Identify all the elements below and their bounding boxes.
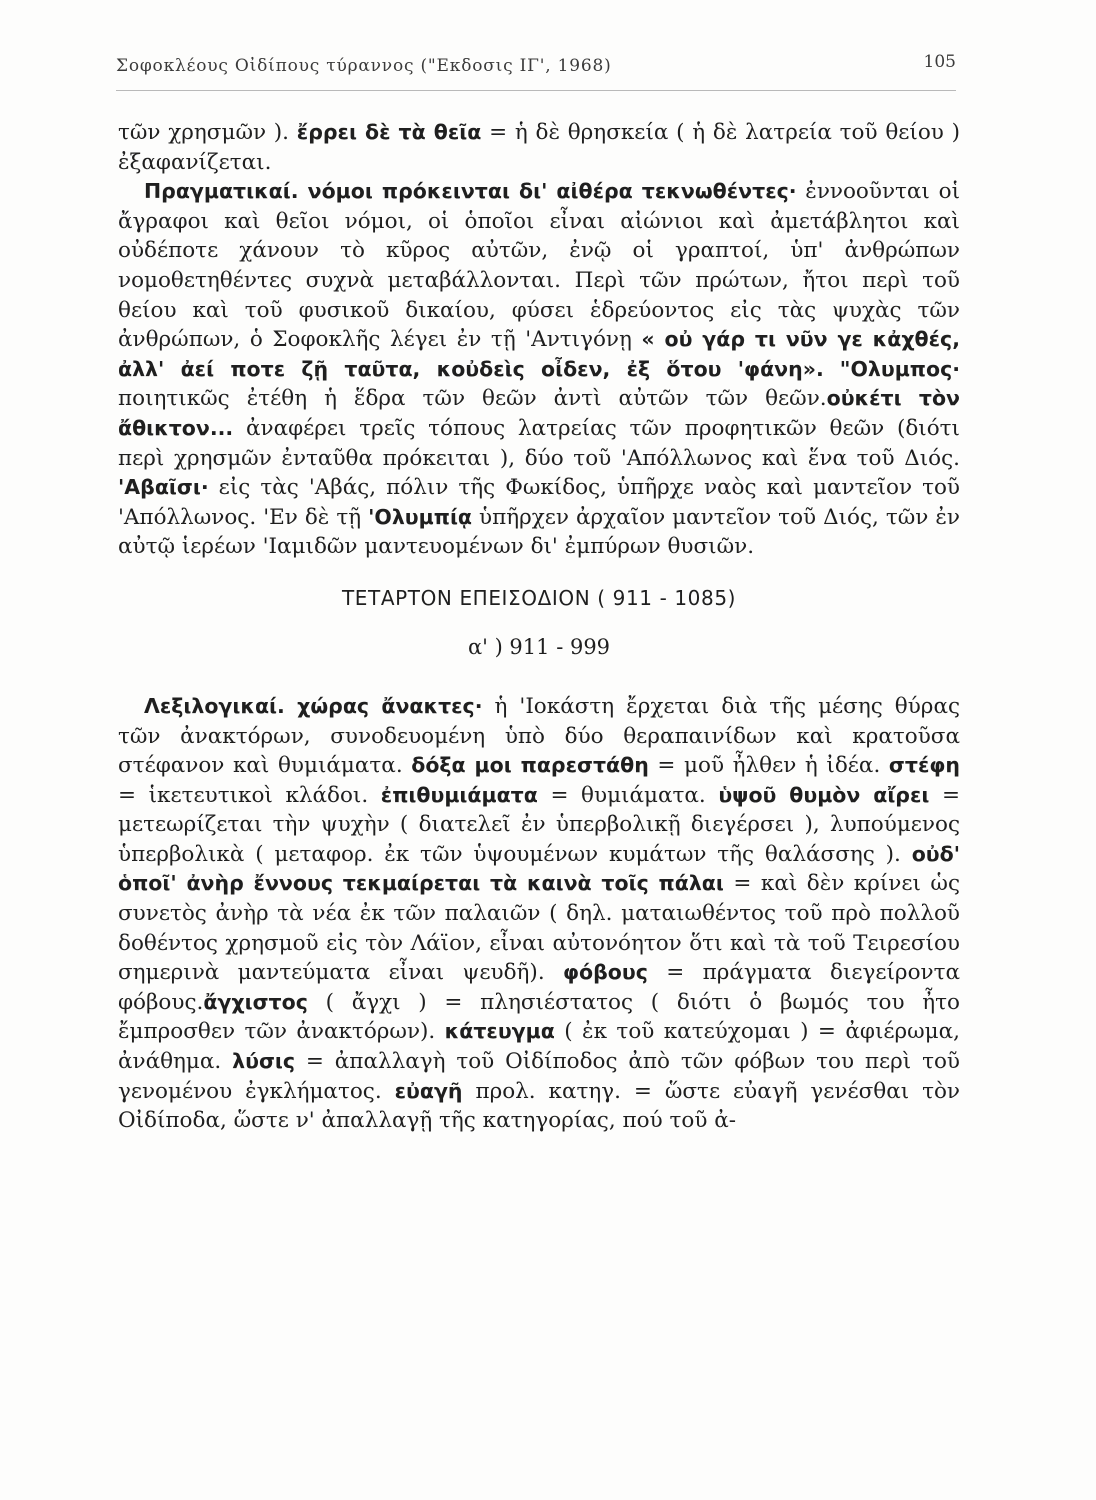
text-run: = μετεωρίζεται τὴν ψυχὴν ( διατελεῖ ἐν ὑπερβολικῇ διεγέρσει ), λυπούμενος ὑπερβολικὰ ( μεταφορ. ἐκ τῶν ὑψουμένων κυμάτων τῆς θαλάσσης ). <box>118 782 961 867</box>
text-run: ἀναφέρει τρεῖς τόπους λατρείας τῶν προφητικῶν θεῶν (διότι περὶ χρησμῶν ἐνταῦθα πρόκειται ), δύο τοῦ 'Απόλλωνος καὶ ἕνα τοῦ Διός. <box>118 415 960 471</box>
text-run: = ἀπαλλαγὴ τοῦ Οἰδίποδος ἀπὸ τῶν φόβων του περὶ τοῦ γενομένου ἐγκλήματος. <box>118 1049 960 1104</box>
text-run: ἡ 'Ιοκάστη ἔρχεται διὰ τῆς μέσης θύρας τῶν ἀνακτόρων, συνοδευομένη ὑπὸ δύο θεραπαινίδων καὶ κρατοῦσα στέφανον καὶ θυμιάματα. <box>118 693 961 779</box>
lemma: Λεξιλογικαί. χώρας ἄνακτες· <box>144 693 483 718</box>
lemma: δόξα μοι παρεστάθη <box>411 753 649 778</box>
paragraph-3 <box>118 692 960 1136</box>
quotation: « οὐ γάρ τι νῦν γε κἀχθές, ἀλλ' ἀεί ποτε ζῇ ταῦτα, κοὐδεὶς οἶδεν, ἐξ ὅτου 'φάνη». <box>118 327 960 381</box>
page-number: 105 <box>923 52 956 72</box>
lemma: 'Ολυμπίᾳ <box>368 504 473 529</box>
text-run: ποιητικῶς ἐτέθη ἡ ἕδρα τῶν θεῶν ἀντὶ αὐτῶν τῶν θεῶν. <box>118 386 827 412</box>
header-rule <box>116 90 956 91</box>
lemma: στέφη <box>888 753 960 778</box>
lemma: οὐδ' ὁποῖ' ἀνὴρ ἔννους τεκμαίρεται τὰ καινὰ τοῖς πάλαι <box>118 841 960 896</box>
lemma: ἄγχιστος <box>203 989 308 1014</box>
text-run: = μοῦ ἦλθεν ἡ ἰδέα. <box>648 753 889 779</box>
lemma: οὐκέτι τὸν ἄθικτον... <box>118 386 960 440</box>
body-text <box>118 118 960 1136</box>
lemma: ὑψοῦ θυμὸν αἴρει <box>718 782 930 807</box>
text-run: = πράγματα διεγείροντα φόβους. <box>118 960 961 1015</box>
text-run: = ἱκετευτικοὶ κλάδοι. <box>118 782 381 808</box>
text-run: ( ἄγχι ) = πλησιέστατος ( διότι ὁ βωμός του ἦτο ἔμπροσθεν τῶν ἀνακτόρων). <box>118 989 960 1045</box>
text-run: = ἡ δὲ θρησκεία ( ἡ δὲ λατρεία τοῦ θείου ) ἐξαφανίζεται. <box>118 120 960 175</box>
section-title: ΤΕΤΑΡΤΟΝ ΕΠΕΙΣΟΔΙΟΝ ( 911 - 1085) <box>341 585 737 610</box>
running-head <box>116 46 956 86</box>
lemma: ἔρρει δὲ τὰ θεῖα <box>296 120 482 144</box>
lemma: εὐαγῆ <box>394 1078 463 1103</box>
paragraph-1 <box>118 118 960 177</box>
text-run: ὑπῆρχεν ἀρχαῖον μαντεῖον τοῦ Διός, τῶν ἐν αὐτῷ ἱερέων 'Ιαμιδῶν μαντευομένων δι' ἐμπύρων θυσιῶν. <box>118 504 960 560</box>
section-subtitle: α' ) 911 - 999 <box>467 634 611 659</box>
text-run: = καὶ δὲν κρίνει ὡς συνετὸς ἀνὴρ τὰ νέα ἐκ τῶν παλαιῶν ( δηλ. ματαιωθέντος τοῦ πρὸ πολλοῦ δοθέντος χρησμοῦ εἰς τὸν Λάϊον, εἶναι αὐτονόητον ὅτι καὶ τὰ τοῦ Τειρεσίου σημερινὰ μαντεύματα εἶναι ψευδῆ). <box>118 871 961 986</box>
lemma: 'Αβαῖσι· <box>118 475 209 500</box>
lemma: Πραγματικαί. νόμοι πρόκεινται δι' αἰθέρα τεκνωθέντες· <box>144 179 797 204</box>
paragraph-2 <box>118 177 960 562</box>
text-run <box>824 357 840 382</box>
lemma: λύσις <box>232 1049 296 1074</box>
text-run: ἐννοοῦνται οἱ ἄγραφοι καὶ θεῖοι νόμοι, οἱ ὁποῖοι εἶναι αἰώνιοι καὶ ἀμετάβλητοι καὶ οὐδέποτε χάνουν τὸ κῦρος αὐτῶν, ἐνῷ οἱ γραπτοί, ὑπ' ἀνθρώπων νομοθετηθέντες συχνὰ μεταβάλλονται. Περὶ τῶν πρώτων, ἤτοι περὶ τοῦ θείου καὶ τοῦ φυσικοῦ δικαίου, φύσει ἑδρεύοντος εἰς τὰς ψυχὰς τῶν ἀνθρώπων, ὁ Σοφοκλῆς λέγει ἐν τῇ 'Αντιγόνῃ <box>118 179 960 353</box>
running-head-title: Σοφοκλέους Οἰδίπους τύραννος ("Εκδοσις ΙΓ', 1968) <box>116 56 612 76</box>
lemma: κάτευγμα <box>444 1019 555 1044</box>
lemma: ἐπιθυμιάματα <box>380 782 538 807</box>
text-run: εἰς τὰς 'Αβάς, πόλιν τῆς Φωκίδος, ὑπῆρχε ναὸς καὶ μαντεῖον τοῦ 'Απόλλωνος. 'Εν δὲ τῇ <box>118 475 960 530</box>
text-run: ( ἐκ τοῦ κατεύχομαι ) = ἀφιέρωμα, ἀνάθημα. <box>118 1019 961 1075</box>
text-run: προλ. κατηγ. = ὥστε εὐαγῆ γενέσθαι τὸν Οἰδίποδα, ὥστε ν' ἀπαλλαγῇ τῆς κατηγορίας, πού τοῦ ἀ- <box>118 1078 961 1134</box>
lemma: φόβους <box>563 960 648 985</box>
lemma: "Ολυμπος· <box>839 356 961 381</box>
text-run: τῶν χρησμῶν ). <box>118 120 297 145</box>
text-run: = θυμιάματα. <box>537 782 719 808</box>
